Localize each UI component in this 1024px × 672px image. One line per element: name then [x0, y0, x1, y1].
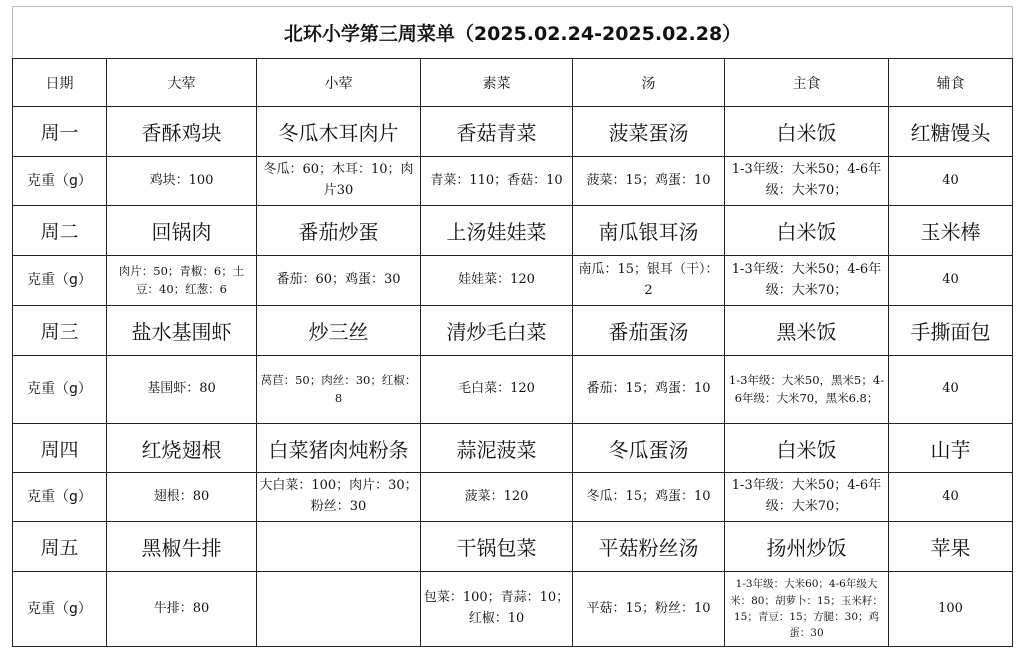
weight-label: 克重（g）: [13, 256, 107, 306]
day-label: 周四: [13, 424, 107, 473]
vegetable-weight: 包菜：100；青蒜：10；红椒：10: [421, 572, 573, 647]
header-big-meat: 大荤: [107, 59, 257, 107]
small-meat-weight: 冬瓜：60；木耳：10；肉片30: [257, 157, 421, 206]
staple-dish: 白米饭: [725, 424, 889, 473]
side-dish: 山芋: [889, 424, 1013, 473]
vegetable-dish: 清炒毛白菜: [421, 306, 573, 356]
soup-dish: 番茄蛋汤: [573, 306, 725, 356]
menu-title: 北环小学第三周菜单（2025.02.24-2025.02.28）: [13, 7, 1013, 59]
vegetable-weight: 青菜：110；香菇：10: [421, 157, 573, 206]
side-dish: 玉米棒: [889, 206, 1013, 256]
side-dish: 红糖馒头: [889, 107, 1013, 157]
small-meat-weight: 大白菜：100；肉片：30；粉丝：30: [257, 473, 421, 522]
big-meat-dish: 红烧翅根: [107, 424, 257, 473]
day-label: 周三: [13, 306, 107, 356]
big-meat-weight: 翅根：80: [107, 473, 257, 522]
small-meat-weight: [257, 572, 421, 647]
small-meat-weight: 番茄：60；鸡蛋：30: [257, 256, 421, 306]
soup-dish: 南瓜银耳汤: [573, 206, 725, 256]
side-weight: 100: [889, 572, 1013, 647]
staple-weight: 1-3年级：大米50，黑米5；4-6年级：大米70，黑米6.8；: [725, 356, 889, 424]
big-meat-weight: 鸡块：100: [107, 157, 257, 206]
side-weight: 40: [889, 356, 1013, 424]
vegetable-weight: 毛白菜：120: [421, 356, 573, 424]
small-meat-dish: [257, 522, 421, 572]
header-date: 日期: [13, 59, 107, 107]
small-meat-dish: 番茄炒蛋: [257, 206, 421, 256]
soup-weight: 南瓜：15；银耳（干）：2: [573, 256, 725, 306]
dish-row-monday: [13, 107, 1013, 157]
weight-label: 克重（g）: [13, 157, 107, 206]
weight-row-thursday: [13, 473, 1013, 522]
vegetable-dish: 蒜泥菠菜: [421, 424, 573, 473]
small-meat-dish: 冬瓜木耳肉片: [257, 107, 421, 157]
menu-table: [12, 6, 1013, 647]
big-meat-dish: 盐水基围虾: [107, 306, 257, 356]
menu-sheet: [12, 6, 1012, 661]
header-small-meat: 小荤: [257, 59, 421, 107]
header-soup: 汤: [573, 59, 725, 107]
day-label: 周五: [13, 522, 107, 572]
big-meat-dish: 香酥鸡块: [107, 107, 257, 157]
header-row: [13, 59, 1013, 107]
staple-dish: 白米饭: [725, 107, 889, 157]
vegetable-weight: 娃娃菜：120: [421, 256, 573, 306]
side-weight: 40: [889, 256, 1013, 306]
side-weight: 40: [889, 473, 1013, 522]
big-meat-weight: 基围虾：80: [107, 356, 257, 424]
side-dish: 手撕面包: [889, 306, 1013, 356]
day-label: 周二: [13, 206, 107, 256]
vegetable-dish: 干锅包菜: [421, 522, 573, 572]
weight-row-tuesday: [13, 256, 1013, 306]
staple-weight: 1-3年级：大米60；4-6年级大米：80；胡萝卜：15；玉米籽：15；青豆：15；方腿：30；鸡蛋：30: [725, 572, 889, 647]
side-dish: 苹果: [889, 522, 1013, 572]
header-staple: 主食: [725, 59, 889, 107]
soup-weight: 冬瓜：15；鸡蛋：10: [573, 473, 725, 522]
vegetable-dish: 香菇青菜: [421, 107, 573, 157]
big-meat-weight: 肉片：50；青椒：6；土豆：40；红葱：6: [107, 256, 257, 306]
weight-row-wednesday: [13, 356, 1013, 424]
weight-label: 克重（g）: [13, 572, 107, 647]
dish-row-wednesday: [13, 306, 1013, 356]
dish-row-friday: [13, 522, 1013, 572]
small-meat-dish: 白菜猪肉炖粉条: [257, 424, 421, 473]
big-meat-weight: 牛排：80: [107, 572, 257, 647]
weight-label: 克重（g）: [13, 473, 107, 522]
staple-dish: 扬州炒饭: [725, 522, 889, 572]
small-meat-weight: 莴苣：50；肉丝：30；红椒：8: [257, 356, 421, 424]
dish-row-thursday: [13, 424, 1013, 473]
soup-dish: 平菇粉丝汤: [573, 522, 725, 572]
big-meat-dish: 回锅肉: [107, 206, 257, 256]
weight-row-monday: [13, 157, 1013, 206]
soup-weight: 菠菜：15；鸡蛋：10: [573, 157, 725, 206]
staple-weight: 1-3年级：大米50；4-6年级：大米70；: [725, 157, 889, 206]
weight-row-friday: [13, 572, 1013, 647]
staple-dish: 黑米饭: [725, 306, 889, 356]
header-vegetable: 素菜: [421, 59, 573, 107]
day-label: 周一: [13, 107, 107, 157]
staple-weight: 1-3年级：大米50；4-6年级：大米70；: [725, 473, 889, 522]
vegetable-dish: 上汤娃娃菜: [421, 206, 573, 256]
header-side: 辅食: [889, 59, 1013, 107]
big-meat-dish: 黑椒牛排: [107, 522, 257, 572]
staple-dish: 白米饭: [725, 206, 889, 256]
soup-weight: 番茄：15；鸡蛋：10: [573, 356, 725, 424]
dish-row-tuesday: [13, 206, 1013, 256]
soup-dish: 冬瓜蛋汤: [573, 424, 725, 473]
weight-label: 克重（g）: [13, 356, 107, 424]
vegetable-weight: 菠菜：120: [421, 473, 573, 522]
small-meat-dish: 炒三丝: [257, 306, 421, 356]
staple-weight: 1-3年级：大米50；4-6年级：大米70；: [725, 256, 889, 306]
side-weight: 40: [889, 157, 1013, 206]
soup-dish: 菠菜蛋汤: [573, 107, 725, 157]
soup-weight: 平菇：15；粉丝：10: [573, 572, 725, 647]
